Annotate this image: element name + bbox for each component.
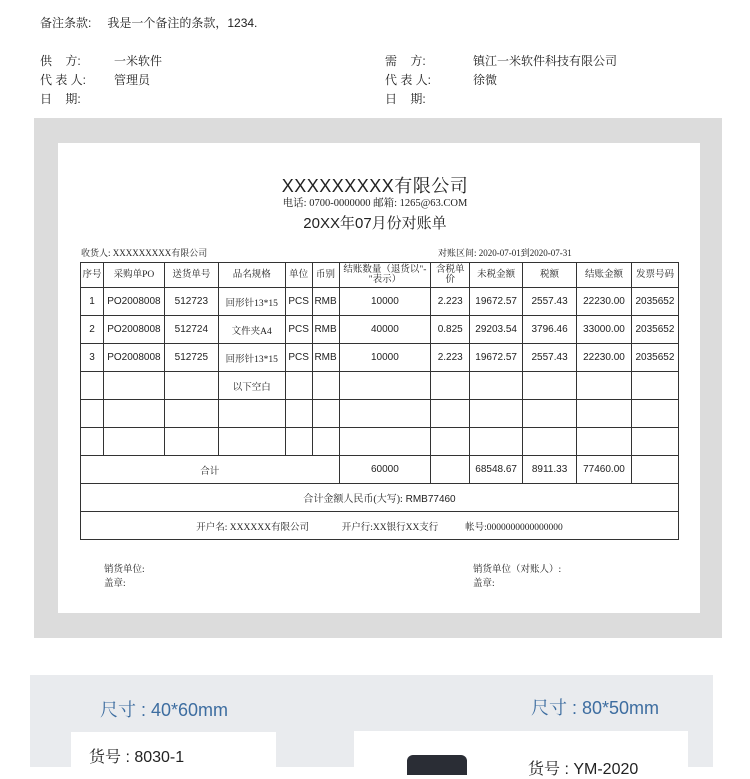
- total-rmb-cell: [81, 484, 679, 512]
- device-icon: [407, 755, 467, 775]
- cell: 40000: [339, 316, 431, 344]
- cell: PCS: [285, 316, 312, 344]
- cell: [312, 400, 339, 428]
- buyer-rep: 徐微: [473, 73, 498, 87]
- buyer-seal-label: 盖章:: [473, 579, 495, 589]
- supplier-party: 一米软件: [114, 54, 163, 68]
- cell: [312, 428, 339, 456]
- cell: [81, 372, 104, 400]
- header-cell: 采购单PO: [103, 263, 164, 288]
- cell: [470, 428, 523, 456]
- cell: 回形针13*15: [218, 344, 285, 372]
- company-contact: 电话: 0700-0000000 邮箱: 1265@63.COM: [282, 198, 468, 209]
- seller-signature: [104, 563, 145, 591]
- cell: [523, 428, 577, 456]
- right-product-code: 货号 : YM-2020: [528, 761, 639, 778]
- cell: 512724: [164, 316, 218, 344]
- buyer-unit-label: 销货单位（对账人）:: [473, 565, 562, 575]
- header-cell: 含税单价: [431, 263, 470, 288]
- table-row: [81, 344, 679, 372]
- cell: PO2008008: [103, 344, 164, 372]
- receiver-line: 收货人: XXXXXXXXX有限公司: [81, 248, 208, 258]
- supplier-rep-label: 代 表 人:: [40, 73, 87, 87]
- buyer-party-label: 需 方:: [385, 54, 426, 68]
- total-rmb-row: [81, 484, 679, 512]
- cell: 2035652: [631, 316, 678, 344]
- total-row: [81, 456, 679, 484]
- cell: 2557.43: [523, 344, 577, 372]
- cell: [285, 372, 312, 400]
- left-size-label: 尺寸 : 40*60mm: [100, 700, 229, 720]
- cell: [218, 428, 285, 456]
- cell: 512723: [164, 288, 218, 316]
- cell: [285, 428, 312, 456]
- statement-title: 20XX年07月份对账单: [303, 215, 447, 232]
- total-tax: 8911.33: [523, 456, 577, 484]
- cell: 文件夹A4: [218, 316, 285, 344]
- header-cell: 结账数量（退货以"-"表示）: [339, 263, 431, 288]
- company-name: XXXXXXXXX有限公司: [281, 176, 469, 196]
- cell: 22230.00: [577, 288, 632, 316]
- buyer-date-label: 日 期:: [385, 92, 426, 106]
- left-product-code: 货号 : 8030-1: [89, 749, 185, 766]
- cell: RMB: [312, 288, 339, 316]
- cell: [431, 428, 470, 456]
- buyer-rep-label: 代 表 人:: [385, 73, 432, 87]
- total-qty: 60000: [339, 456, 431, 484]
- bank-name: 开户行:XX银行XX支行: [341, 522, 439, 533]
- header-cell: 单位: [285, 263, 312, 288]
- supplier-rep: 管理员: [114, 73, 151, 87]
- buyer-party: 镇江一米软件科技有限公司: [473, 54, 618, 68]
- bank-row: [81, 512, 679, 540]
- cell: [164, 400, 218, 428]
- cell: [81, 400, 104, 428]
- cell: [103, 428, 164, 456]
- cell: 19672.57: [470, 288, 523, 316]
- bank-cell: [81, 512, 679, 540]
- statement-table: [80, 262, 679, 540]
- cell: [577, 428, 632, 456]
- cell: [339, 428, 431, 456]
- cell: [312, 372, 339, 400]
- header-cell: 未税金额: [470, 263, 523, 288]
- cell: [431, 372, 470, 400]
- cell: PCS: [285, 288, 312, 316]
- header-cell: 币别: [312, 263, 339, 288]
- cell: 2035652: [631, 344, 678, 372]
- cell: [631, 372, 678, 400]
- supplier-date-label: 日 期:: [40, 92, 81, 106]
- cell: [631, 428, 678, 456]
- header-cell: 税额: [523, 263, 577, 288]
- cell: 19672.57: [470, 344, 523, 372]
- cell: [470, 400, 523, 428]
- cell: PO2008008: [103, 288, 164, 316]
- cell: 回形针13*15: [218, 288, 285, 316]
- header-cell: 结账金额: [577, 263, 632, 288]
- buyer-block: [385, 52, 617, 109]
- cell: 0.825: [431, 316, 470, 344]
- total-amount: 77460.00: [577, 456, 632, 484]
- cell: 10000: [339, 288, 431, 316]
- cell: PCS: [285, 344, 312, 372]
- cell: 512725: [164, 344, 218, 372]
- cell: 2.223: [431, 288, 470, 316]
- cell: [431, 456, 470, 484]
- cell: [431, 400, 470, 428]
- remark-label: 备注条款:: [40, 16, 92, 30]
- table-row: [81, 316, 679, 344]
- cell: 10000: [339, 344, 431, 372]
- table-row: [81, 288, 679, 316]
- cell: [218, 400, 285, 428]
- cell: 1: [81, 288, 104, 316]
- bank-number: 帐号:0000000000000000: [465, 522, 563, 533]
- cell: [164, 372, 218, 400]
- cell: RMB: [312, 316, 339, 344]
- table-row: [81, 428, 679, 456]
- total-pretax: 68548.67: [470, 456, 523, 484]
- cell: [631, 400, 678, 428]
- period-line: 对账区间: 2020-07-01到2020-07-31: [438, 248, 572, 258]
- cell: 3796.46: [523, 316, 577, 344]
- cell: [81, 428, 104, 456]
- table-row: [81, 372, 679, 400]
- cell: PO2008008: [103, 316, 164, 344]
- cell: 3: [81, 344, 104, 372]
- cell: [285, 400, 312, 428]
- total-rmb-value: RMB77460: [405, 494, 456, 505]
- remark-value: 我是一个备注的条款，1234.: [107, 16, 258, 30]
- seller-seal-label: 盖章:: [104, 579, 126, 589]
- cell: 22230.00: [577, 344, 632, 372]
- supplier-party-label: 供 方:: [40, 54, 81, 68]
- buyer-signature: [473, 563, 561, 591]
- table-header-row: [81, 263, 679, 288]
- cell: [631, 456, 678, 484]
- cell: 33000.00: [577, 316, 632, 344]
- seller-unit-label: 销货单位:: [104, 565, 145, 575]
- total-rmb-label: 合计金额人民币(大写):: [303, 494, 403, 505]
- cell: [470, 372, 523, 400]
- cell: 2557.43: [523, 288, 577, 316]
- cell: [523, 372, 577, 400]
- cell: [103, 400, 164, 428]
- cell: [164, 428, 218, 456]
- header-cell: 送货单号: [164, 263, 218, 288]
- cell: [577, 372, 632, 400]
- cell: [339, 400, 431, 428]
- remark-line: [40, 14, 257, 31]
- total-label: 合计: [81, 456, 340, 484]
- cell: 29203.54: [470, 316, 523, 344]
- cell: 2: [81, 316, 104, 344]
- cell: [339, 372, 431, 400]
- cell: RMB: [312, 344, 339, 372]
- supplier-block: [40, 52, 162, 109]
- header-cell: 序号: [81, 263, 104, 288]
- bank-account-name: 开户名: XXXXXX有限公司: [196, 522, 309, 533]
- cell: [103, 372, 164, 400]
- right-size-label: 尺寸 : 80*50mm: [531, 698, 660, 718]
- header-cell: 品名规格: [218, 263, 285, 288]
- cell: [523, 400, 577, 428]
- table-row: [81, 400, 679, 428]
- cell: [577, 400, 632, 428]
- blank-note: 以下空白: [218, 372, 285, 400]
- cell: 2.223: [431, 344, 470, 372]
- cell: 2035652: [631, 288, 678, 316]
- header-cell: 发票号码: [631, 263, 678, 288]
